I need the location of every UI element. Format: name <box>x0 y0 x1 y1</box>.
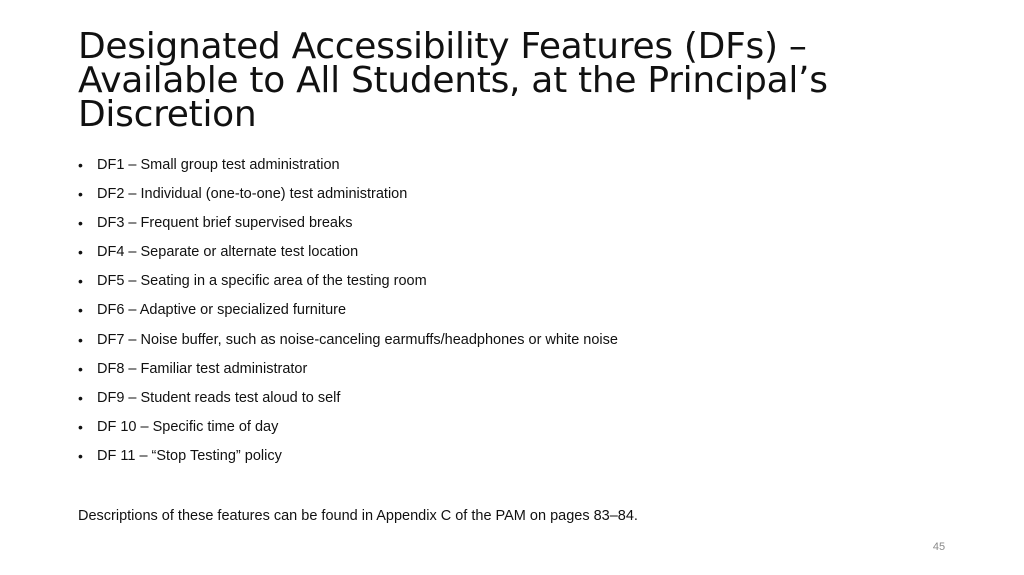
bullet-item-df3 <box>78 210 618 239</box>
bullet-icon: • <box>78 186 83 203</box>
bullet-item-df8 <box>78 356 618 385</box>
bullet-text: DF 11 – “Stop Testing” policy <box>97 447 282 464</box>
bullet-icon: • <box>78 331 83 348</box>
bullet-item-df7 <box>78 327 618 356</box>
bullet-text: DF 10 – Specific time of day <box>97 418 279 435</box>
bullet-icon: • <box>78 273 83 290</box>
bullet-text: DF7 – Noise buffer, such as noise-canceling earmuffs/headphones or white noise <box>97 331 618 348</box>
bullet-icon: • <box>78 418 83 435</box>
bullet-text: DF1 – Small group test administration <box>97 157 340 173</box>
bullet-icon: • <box>78 302 83 319</box>
title-line-1: Designated Accessibility Features (DFs) – <box>78 26 807 67</box>
bullet-text: DF8 – Familiar test administrator <box>97 360 308 377</box>
title-line-2: Available to All Students, at the Principal’s <box>78 60 828 101</box>
bullet-text: DF2 – Individual (one-to-one) test administration <box>97 186 408 203</box>
bullet-item-df10 <box>78 414 618 443</box>
bullet-text: DF5 – Seating in a specific area of the testing room <box>97 273 427 290</box>
title-line-3: Discretion <box>78 94 257 135</box>
bullet-text: DF6 – Adaptive or specialized furniture <box>97 302 347 319</box>
bullet-item-df1 <box>78 152 618 181</box>
bullet-icon: • <box>78 244 83 261</box>
slide-title <box>78 26 958 135</box>
bullet-item-df11 <box>78 443 618 472</box>
bullet-icon: • <box>78 157 83 173</box>
appendix-note: Descriptions of these features can be found in Appendix C of the PAM on pages 83–84. <box>78 508 638 524</box>
bullet-icon: • <box>78 360 83 377</box>
bullet-item-df9 <box>78 385 618 414</box>
bullet-text: DF3 – Frequent brief supervised breaks <box>97 215 353 232</box>
bullet-item-df6 <box>78 297 618 326</box>
bullet-icon: • <box>78 215 83 232</box>
bullet-item-df2 <box>78 181 618 210</box>
bullet-item-df5 <box>78 268 618 297</box>
feature-bullet-list <box>78 152 618 472</box>
bullet-item-df4 <box>78 239 618 268</box>
bullet-icon: • <box>78 389 83 406</box>
bullet-text: DF4 – Separate or alternate test location <box>97 244 359 261</box>
bullet-icon: • <box>78 447 83 464</box>
slide-page-number: 45 <box>932 541 946 553</box>
bullet-text: DF9 – Student reads test aloud to self <box>97 389 341 406</box>
